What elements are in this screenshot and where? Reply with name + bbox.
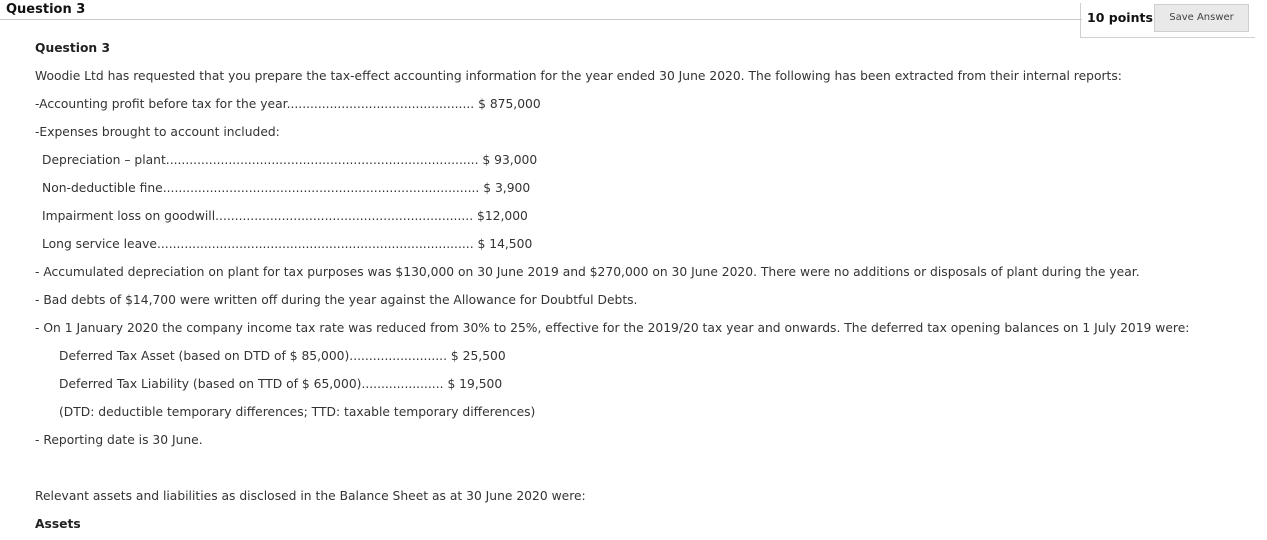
tax-rate-text: - On 1 January 2020 the company income tax rate was reduced from 30% to 25%, effective for the 2019/20 tax year and onwards. The deferred tax opening balances on 1 July 2019 were:	[35, 321, 1190, 335]
expense-item-depreciation: Depreciation – plant................................................................................ $ 93,000	[42, 153, 538, 167]
save-answer-button[interactable]: Save Answer	[1154, 4, 1249, 32]
accounting-profit-line: -Accounting profit before tax for the year................................................ $ 875,000	[35, 97, 541, 111]
assets-heading: Assets	[35, 517, 81, 531]
bad-debts-text: - Bad debts of $14,700 were written off during the year against the Allowance for Doubtful Debts.	[35, 293, 638, 307]
reporting-date-text: - Reporting date is 30 June.	[35, 433, 203, 447]
question-subtitle: Question 3	[35, 41, 111, 55]
expense-item-long-service-leave: Long service leave................................................................................. $ 14,500	[42, 237, 533, 251]
deferred-tax-liability: Deferred Tax Liability (based on TTD of $ 65,000)..................... $ 19,500	[59, 377, 503, 391]
dtd-ttd-note: (DTD: deductible temporary differences; TTD: taxable temporary differences)	[59, 405, 536, 419]
question-intro: Woodie Ltd has requested that you prepare the tax-effect accounting information for the year ended 30 June 2020. The following has been extracted from their internal reports:	[35, 69, 1122, 83]
expense-item-fine: Non-deductible fine................................................................................. $ 3,900	[42, 181, 531, 195]
deferred-tax-asset: Deferred Tax Asset (based on DTD of $ 85,000)......................... $ 25,500	[59, 349, 506, 363]
expense-item-impairment: Impairment loss on goodwill.................................................................. $12,000	[42, 209, 528, 223]
expenses-heading: -Expenses brought to account included:	[35, 125, 280, 139]
points-label: 10 points	[1087, 10, 1153, 25]
balance-sheet-intro: Relevant assets and liabilities as disclosed in the Balance Sheet as at 30 June 2020 were:	[35, 489, 586, 503]
accumulated-depreciation-text: - Accumulated depreciation on plant for tax purposes was $130,000 on 30 June 2019 and $270,000 on 30 June 2020. There were no additions or disposals of plant during the year.	[35, 265, 1140, 279]
question-header-title: Question 3	[6, 2, 86, 17]
